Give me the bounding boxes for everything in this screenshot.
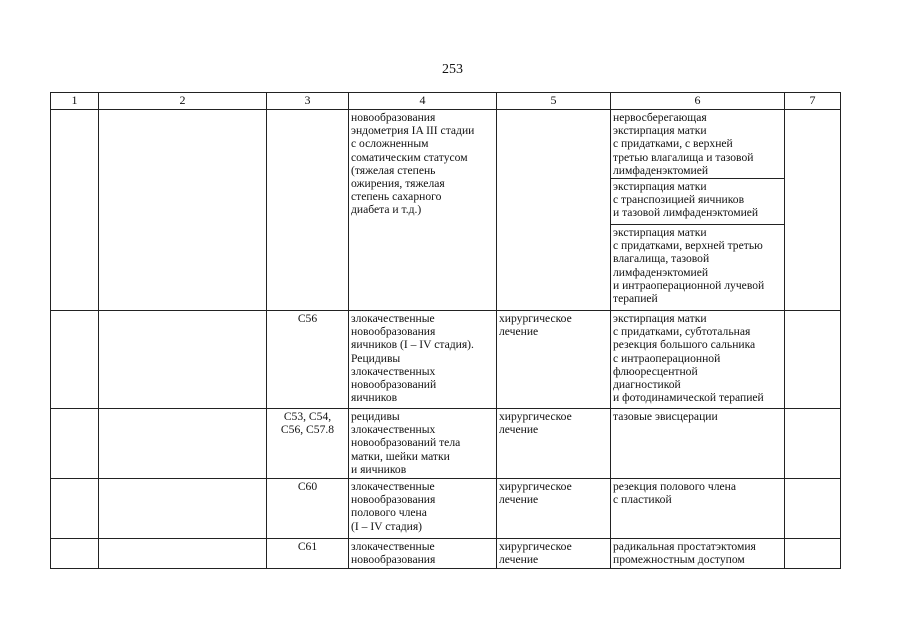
- col7-empty-cell: [785, 110, 841, 311]
- method-cell: [611, 110, 785, 179]
- diagnosis-cell-line: злокачественные: [351, 312, 435, 326]
- treatment-type-cell-line: лечение: [499, 423, 539, 437]
- method-cell-line: экстирпация матки: [613, 226, 707, 240]
- diagnosis-cell-line: соматическим статусом: [351, 150, 468, 164]
- method-cell: [611, 539, 785, 569]
- table-row: [51, 409, 841, 479]
- column-number-7: 7: [785, 93, 841, 110]
- col1-empty-cell: [51, 409, 99, 479]
- diagnosis-cell-line: ожирения, тяжелая: [351, 177, 445, 191]
- col7-empty-cell: [785, 539, 841, 569]
- diagnosis-cell: [349, 409, 497, 479]
- method-cell: [611, 479, 785, 539]
- treatment-type-cell: [497, 110, 611, 311]
- diagnosis-code-cell-line: C56: [297, 312, 318, 326]
- treatment-type-cell: [497, 311, 611, 409]
- treatment-type-cell-line: хирургическое: [499, 480, 572, 494]
- method-cell-line: и фотодинамической терапией: [613, 391, 764, 405]
- diagnosis-cell-line: новообразований тела: [351, 436, 461, 450]
- column-number-3: 3: [267, 93, 349, 110]
- col1-empty-cell: [51, 479, 99, 539]
- method-cell-line: лимфаденэктомией: [613, 265, 709, 279]
- method-cell-line: с придатками, субтотальная: [613, 325, 751, 339]
- method-cell: [611, 225, 785, 311]
- diagnosis-cell-line: с осложненным: [351, 137, 429, 151]
- diagnosis-cell-line: злокачественные: [351, 480, 435, 494]
- diagnosis-cell-line: злокачественных: [351, 364, 436, 378]
- column-number-5: 5: [497, 93, 611, 110]
- treatment-type-cell-line: хирургическое: [499, 540, 572, 554]
- diagnosis-code-cell-line: C60: [297, 480, 318, 494]
- col7-empty-cell: [785, 409, 841, 479]
- diagnosis-code-cell: [267, 539, 349, 569]
- method-cell-line: экстирпация матки: [613, 312, 707, 326]
- method-cell-line: флюоресцентной: [613, 364, 698, 378]
- col7-empty-cell: [785, 311, 841, 409]
- diagnosis-cell-line: (I – IV стадия): [351, 519, 423, 533]
- treatment-type-cell: [497, 409, 611, 479]
- col2-empty-cell: [99, 110, 267, 311]
- diagnosis-cell: [349, 479, 497, 539]
- method-cell-line: терапией: [613, 292, 658, 306]
- treatment-type-cell: [497, 539, 611, 569]
- treatment-type-cell-line: лечение: [499, 553, 539, 567]
- diagnosis-cell-line: злокачественные: [351, 540, 435, 554]
- treatment-type-cell-line: лечение: [499, 325, 539, 339]
- column-numbers-row: [51, 93, 841, 110]
- diagnosis-cell-line: эндометрия IA III стадии: [351, 124, 475, 138]
- diagnosis-cell-line: новообразования: [351, 111, 436, 124]
- column-number-4: 4: [349, 93, 497, 110]
- method-cell-line: и тазовой лимфаденэктомией: [613, 206, 759, 220]
- method-cell-line: и интраоперационной лучевой: [613, 278, 765, 292]
- method-cell: [611, 311, 785, 409]
- diagnosis-cell-line: степень сахарного: [351, 190, 442, 204]
- method-cell-line: с транспозицией яичников: [613, 193, 745, 207]
- method-cell-line: лимфаденэктомией: [613, 163, 709, 177]
- treatment-type-cell-line: лечение: [499, 493, 539, 507]
- method-cell-line: нервосберегающая: [613, 111, 707, 124]
- table-row: [51, 479, 841, 539]
- col2-empty-cell: [99, 539, 267, 569]
- treatment-type-cell-line: хирургическое: [499, 410, 572, 424]
- method-cell-line: с пластикой: [613, 493, 672, 507]
- diagnosis-code-cell: [267, 409, 349, 479]
- treatment-type-cell-line: хирургическое: [499, 312, 572, 326]
- col2-empty-cell: [99, 409, 267, 479]
- method-cell-line: с придатками, с верхней: [613, 137, 733, 151]
- diagnosis-cell-line: яичников (I – IV стадия).: [351, 338, 474, 352]
- diagnosis-code-cell-line: C56, C57.8: [280, 423, 335, 437]
- column-number-1: 1: [51, 93, 99, 110]
- diagnosis-cell-line: злокачественных: [351, 423, 436, 437]
- method-cell-line: экстирпация матки: [613, 124, 707, 138]
- method-cell-line: резекция большого сальника: [613, 338, 756, 352]
- method-cell-line: диагностикой: [613, 378, 681, 392]
- method-cell-line: промежностным доступом: [613, 553, 745, 567]
- table-row: [51, 110, 841, 179]
- diagnosis-cell-line: новообразования: [351, 553, 436, 567]
- method-cell-line: тазовые эвисцерации: [613, 410, 718, 424]
- diagnosis-code-cell-line: C61: [297, 540, 318, 554]
- col1-empty-cell: [51, 311, 99, 409]
- treatment-table: [50, 92, 841, 569]
- diagnosis-cell-line: новообразований: [351, 378, 437, 392]
- diagnosis-cell-line: матки, шейки матки: [351, 449, 450, 463]
- method-cell-line: влагалища, тазовой: [613, 252, 710, 266]
- diagnosis-cell-line: рецидивы: [351, 410, 400, 424]
- treatment-type-cell: [497, 479, 611, 539]
- col7-empty-cell: [785, 479, 841, 539]
- diagnosis-cell-line: новообразования: [351, 493, 436, 507]
- method-cell-line: радикальная простатэктомия: [613, 540, 756, 554]
- table-row: [51, 539, 841, 569]
- table-row: [51, 311, 841, 409]
- method-cell: [611, 409, 785, 479]
- column-number-6: 6: [611, 93, 785, 110]
- diagnosis-cell: [349, 311, 497, 409]
- method-cell-line: третью влагалища и тазовой: [613, 150, 754, 164]
- diagnosis-code-cell: [267, 311, 349, 409]
- method-cell-line: экстирпация матки: [613, 180, 707, 194]
- col2-empty-cell: [99, 311, 267, 409]
- column-number-2: 2: [99, 93, 267, 110]
- col1-empty-cell: [51, 539, 99, 569]
- diagnosis-cell-line: яичников: [351, 391, 398, 405]
- col2-empty-cell: [99, 479, 267, 539]
- diagnosis-cell: [349, 539, 497, 569]
- diagnosis-cell-line: Рецидивы: [351, 351, 401, 365]
- method-cell-line: с интраоперационной: [613, 351, 721, 365]
- diagnosis-cell-line: диабета и т.д.): [351, 203, 422, 217]
- page-number: 253: [442, 62, 463, 77]
- diagnosis-code-cell: [267, 479, 349, 539]
- diagnosis-cell-line: новообразования: [351, 325, 436, 339]
- diagnosis-cell-line: и яичников: [351, 462, 407, 476]
- diagnosis-cell: [349, 110, 497, 311]
- diagnosis-code-cell: [267, 110, 349, 311]
- diagnosis-code-cell-line: C53, C54,: [283, 410, 332, 424]
- method-cell-line: с придатками, верхней третью: [613, 239, 763, 253]
- method-cell: [611, 179, 785, 225]
- col1-empty-cell: [51, 110, 99, 311]
- diagnosis-cell-line: полового члена: [351, 506, 427, 520]
- diagnosis-cell-line: (тяжелая степень: [351, 163, 436, 177]
- method-cell-line: резекция полового члена: [613, 480, 736, 494]
